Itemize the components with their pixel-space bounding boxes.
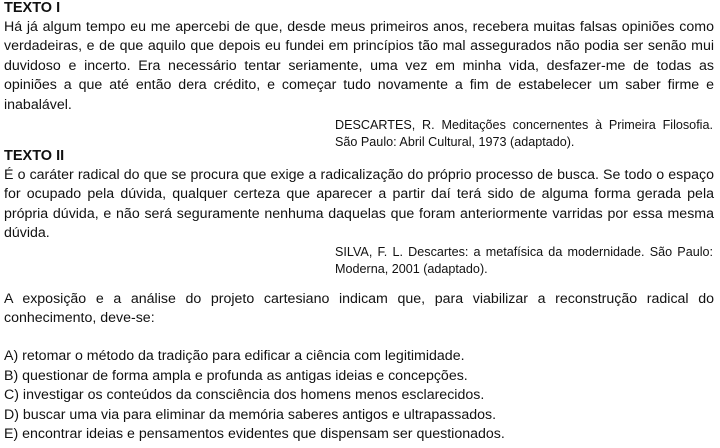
question-stem: A exposição e a análise do projeto cartesiano indicam que, para viabilizar a reconstrução radical do conhecimento, deve-se:	[4, 291, 714, 327]
answer-options	[4, 347, 505, 445]
texto1-body: Há já algum tempo eu me apercebi de que, desde meus primeiros anos, recebera muitas falsas opiniões como verdadeiras, e de que aquilo que depois eu fundei em princípios tão mal assegurados não podia ser senão mui duvidoso e incerto. Era necessário tentar seriamente, uma vez em minha vida, desfazer-me de todas as opiniões a que até então dera crédito, e começar tudo novamente a fim de estabelecer um saber firme e inabalável.	[4, 19, 714, 113]
option-b[interactable]: B) questionar de forma ampla e profunda as antigas ideias e concepções.	[4, 367, 468, 384]
texto1-heading: TEXTO I	[4, 0, 61, 16]
option-e[interactable]: E) encontrar ideias e pensamentos evidentes que dispensam ser questionados.	[4, 426, 505, 443]
texto2-source: SILVA, F. L. Descartes: a metafísica da modernidade. São Paulo: Moderna, 2001 (adaptado).	[335, 245, 713, 276]
texto1-source: DESCARTES, R. Meditações concernentes à Primeira Filosofia. São Paulo: Abril Cultural, 1973 (adaptado).	[335, 118, 713, 149]
texto2-heading: TEXTO II	[4, 148, 65, 164]
texto2-body: É o caráter radical do que se procura que exige a radicalização do próprio processo de busca. Se todo o espaço for ocupado pela dúvida, qualquer certeza que aparecer a partir daí terá sido de alguma forma gerada pela própria dúvida, e não será seguramente nenhuma daquelas que foram anteriormente varridas por essa mesma dúvida.	[4, 167, 714, 242]
option-d[interactable]: D) buscar uma via para eliminar da memória saberes antigos e ultrapassados.	[4, 406, 497, 423]
option-a[interactable]: A) retomar o método da tradição para edificar a ciência com legitimidade.	[4, 348, 465, 364]
option-c[interactable]: C) investigar os conteúdos da consciência dos homens menos esclarecidos.	[4, 387, 485, 404]
